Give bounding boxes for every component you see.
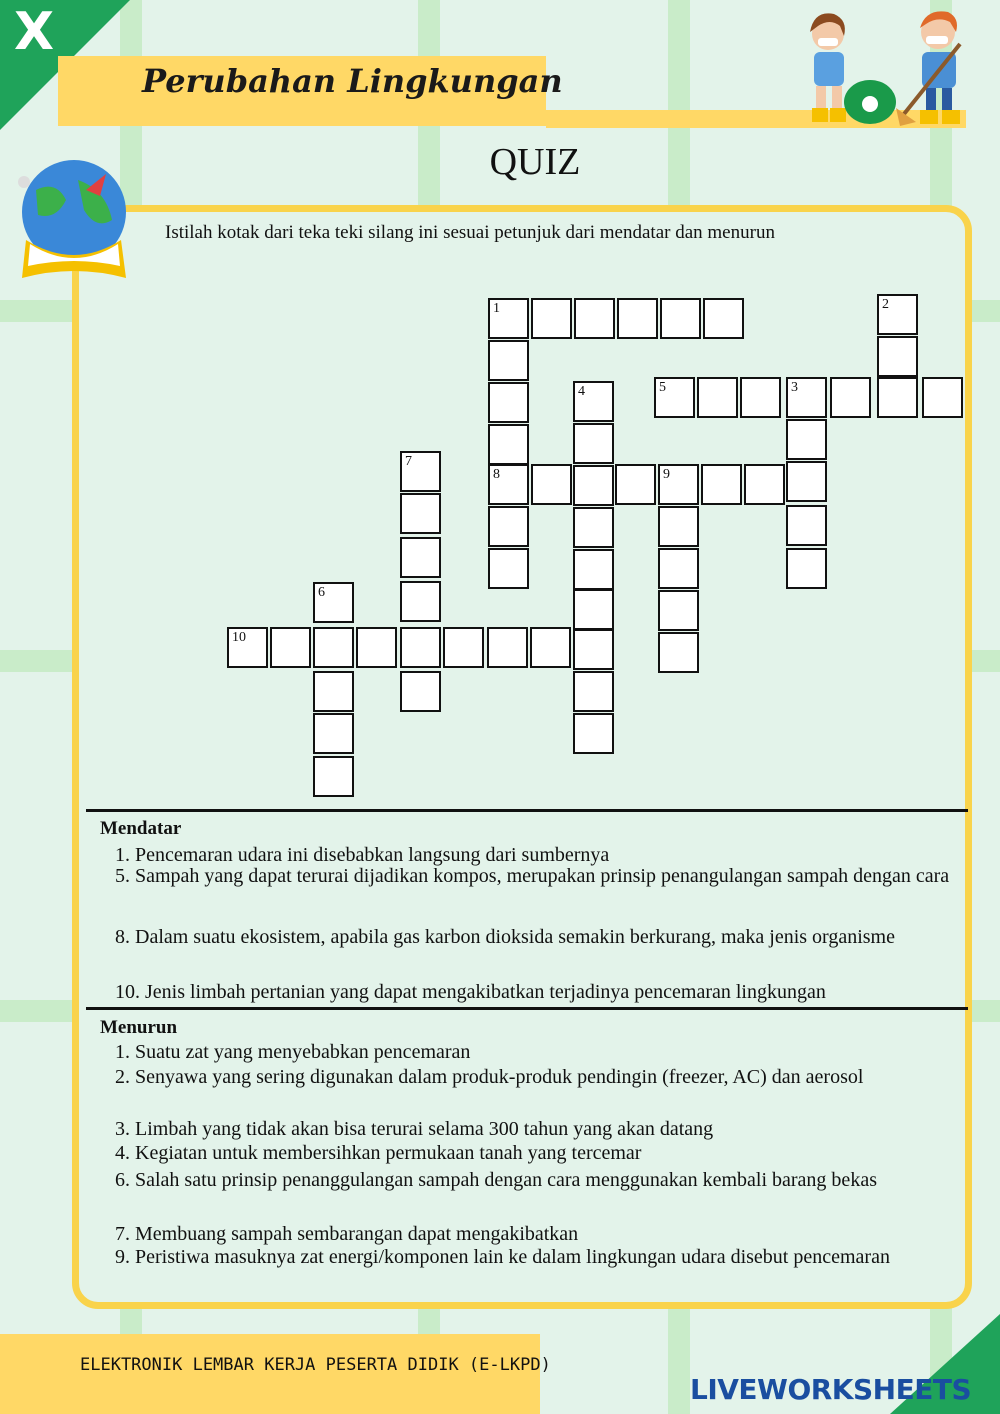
globe-book-illustration (16, 160, 131, 285)
crossword-cell[interactable] (488, 340, 529, 381)
crossword-cell[interactable] (400, 581, 441, 622)
clue-number: 5 (659, 380, 666, 395)
crossword-cell[interactable] (313, 713, 354, 754)
crossword-cell[interactable] (654, 377, 695, 418)
down-clue: 3. Limbah yang tidak akan bisa terurai selama 300 tahun yang akan datang (115, 1118, 714, 1140)
clue-number: 1 (493, 301, 500, 316)
crossword-cell[interactable] (400, 671, 441, 712)
crossword-cell[interactable] (573, 549, 614, 590)
crossword-cell[interactable] (573, 423, 614, 464)
crossword-cell[interactable] (573, 713, 614, 754)
crossword-cell[interactable] (488, 506, 529, 547)
crossword-cell[interactable] (227, 627, 268, 668)
instruction-text: Istilah kotak dari teka teki silang ini sesuai petunjuk dari mendatar dan menurun (165, 222, 775, 243)
crossword-cell[interactable] (701, 464, 742, 505)
crossword-cell[interactable] (313, 627, 354, 668)
divider (86, 809, 968, 812)
crossword-cell[interactable] (487, 627, 528, 668)
crossword-cell[interactable] (531, 298, 572, 339)
crossword-cell[interactable] (786, 419, 827, 460)
crossword-cell[interactable] (658, 506, 699, 547)
crossword-cell[interactable] (573, 671, 614, 712)
clue-number: 7 (405, 454, 412, 469)
down-clue: 9. Peristiwa masuknya zat energi/komponen lain ke dalam lingkungan udara disebut pencemaran (115, 1246, 890, 1268)
crossword-cell[interactable] (744, 464, 785, 505)
crossword-cell[interactable] (922, 377, 963, 418)
crossword-cell[interactable] (660, 298, 701, 339)
crossword-cell[interactable] (356, 627, 397, 668)
across-clue: 1. Pencemaran udara ini disebabkan langsung dari sumbernya (115, 844, 610, 866)
crossword-cell[interactable] (313, 582, 354, 623)
crossword-cell[interactable] (658, 548, 699, 589)
down-clue: 4. Kegiatan untuk membersihkan permukaan tanah yang tercemar (115, 1142, 642, 1164)
crossword-cell[interactable] (488, 464, 529, 505)
crossword-cell[interactable] (786, 548, 827, 589)
down-clue: 1. Suatu zat yang menyebabkan pencemaran (115, 1041, 471, 1063)
liveworksheets-logo[interactable]: LIVEWORKSHEETS (690, 1373, 972, 1406)
crossword-cell[interactable] (488, 424, 529, 465)
footer-text: ELEKTRONIK LEMBAR KERJA PESERTA DIDIK (E-LKPD) (80, 1355, 551, 1375)
clue-number: 3 (791, 380, 798, 395)
crossword-cell[interactable] (488, 298, 529, 339)
crossword-cell[interactable] (573, 629, 614, 670)
across-clue: 8. Dalam suatu ekosistem, apabila gas karbon dioksida semakin berkurang, maka jenis organisme (115, 926, 895, 948)
crossword-cell[interactable] (530, 627, 571, 668)
crossword-cell[interactable] (877, 336, 918, 377)
across-clue: 5. Sampah yang dapat terurai dijadikan kompos, merupakan prinsip penangulangan sampah dengan cara (115, 865, 950, 887)
clue-number: 6 (318, 585, 325, 600)
corner-letter: X (14, 2, 55, 62)
down-clue: 2. Senyawa yang sering digunakan dalam produk-produk pendingin (freezer, AC) dan aerosol (115, 1066, 864, 1088)
crossword-cell[interactable] (400, 451, 441, 492)
crossword-cell[interactable] (877, 377, 918, 418)
crossword-cell[interactable] (786, 377, 827, 418)
clue-number: 2 (882, 297, 889, 312)
quiz-heading: QUIZ (489, 141, 581, 183)
clue-number: 4 (578, 384, 585, 399)
clue-number: 9 (663, 467, 670, 482)
divider (86, 1007, 968, 1010)
crossword-cell[interactable] (740, 377, 781, 418)
kids-recycling-illustration (800, 4, 980, 129)
crossword-cell[interactable] (400, 537, 441, 578)
crossword-cell[interactable] (786, 461, 827, 502)
crossword-cell[interactable] (488, 382, 529, 423)
crossword-cell[interactable] (531, 464, 572, 505)
down-clue: 6. Salah satu prinsip penanggulangan sampah dengan cara menggunakan kembali barang bekas (115, 1169, 877, 1191)
crossword-cell[interactable] (573, 507, 614, 548)
clue-number: 8 (493, 467, 500, 482)
crossword-cell[interactable] (786, 505, 827, 546)
crossword-cell[interactable] (830, 377, 871, 418)
crossword-cell[interactable] (400, 493, 441, 534)
crossword-cell[interactable] (658, 632, 699, 673)
across-clue: 10. Jenis limbah pertanian yang dapat mengakibatkan terjadinya pencemaran lingkungan (115, 981, 826, 1003)
crossword-cell[interactable] (488, 548, 529, 589)
crossword-cell[interactable] (573, 381, 614, 422)
crossword-cell[interactable] (697, 377, 738, 418)
crossword-cell[interactable] (617, 298, 658, 339)
down-clue: 7. Membuang sampah sembarangan dapat mengakibatkan (115, 1223, 579, 1245)
crossword-cell[interactable] (703, 298, 744, 339)
clue-number: 10 (232, 630, 246, 645)
crossword-cell[interactable] (400, 627, 441, 668)
page-title: Perubahan Lingkungan (142, 62, 563, 100)
crossword-cell[interactable] (877, 294, 918, 335)
across-heading: Mendatar (100, 818, 182, 839)
crossword-cell[interactable] (574, 298, 615, 339)
crossword-cell[interactable] (573, 465, 614, 506)
crossword-cell[interactable] (443, 627, 484, 668)
crossword-cell[interactable] (658, 590, 699, 631)
crossword-cell[interactable] (313, 671, 354, 712)
crossword-cell[interactable] (313, 756, 354, 797)
crossword-cell[interactable] (615, 464, 656, 505)
crossword-cell[interactable] (573, 589, 614, 630)
crossword-cell[interactable] (658, 464, 699, 505)
crossword-cell[interactable] (270, 627, 311, 668)
down-heading: Menurun (100, 1017, 178, 1038)
